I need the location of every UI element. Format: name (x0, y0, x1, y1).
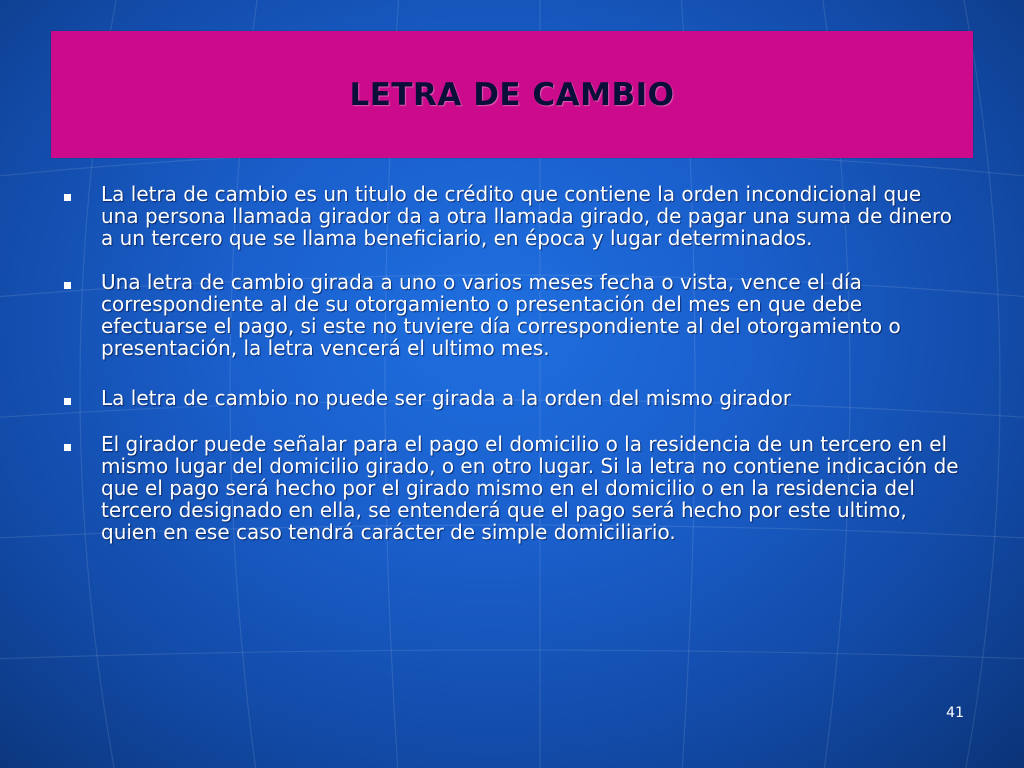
square-bullet-icon (64, 282, 71, 289)
square-bullet-icon (64, 194, 71, 201)
bullet-text: La letra de cambio no puede ser girada a la orden del mismo girador (101, 386, 792, 410)
bullet-text: Una letra de cambio girada a uno o varios meses fecha o vista, vence el día correspondiente al de su otorgamiento o presentación del mes en que debe efectuarse el pago, si este no tuviere día correspondiente al del otorgamiento o presentación, la letra vencerá el ultimo mes. (101, 270, 901, 360)
bullet-item (58, 433, 963, 543)
square-bullet-icon (64, 444, 71, 451)
square-bullet-icon (64, 398, 71, 405)
slide-title: LETRA DE CAMBIO (349, 76, 675, 113)
bullet-item (58, 271, 963, 359)
bullet-item (58, 183, 963, 249)
slide-number: 41 (946, 705, 964, 721)
bullet-text: El girador puede señalar para el pago el domicilio o la residencia de un tercero en el mismo lugar del domicilio girado, o en otro lugar. Si la letra no contiene indicación de que el pago será hecho por el girado mismo en el domicilio o en la residencia del tercero designado en ella, se entenderá que el pago será hecho por este ultimo, quien en ese caso tendrá carácter de simple domiciliario. (101, 432, 959, 544)
bullet-list (58, 183, 963, 563)
title-banner (51, 31, 973, 158)
bullet-text: La letra de cambio es un titulo de crédito que contiene la orden incondicional que una persona llamada girador da a otra llamada girado, de pagar una suma de dinero a un tercero que se llama beneficiario, en época y lugar determinados. (101, 182, 953, 250)
bullet-item (58, 387, 963, 409)
